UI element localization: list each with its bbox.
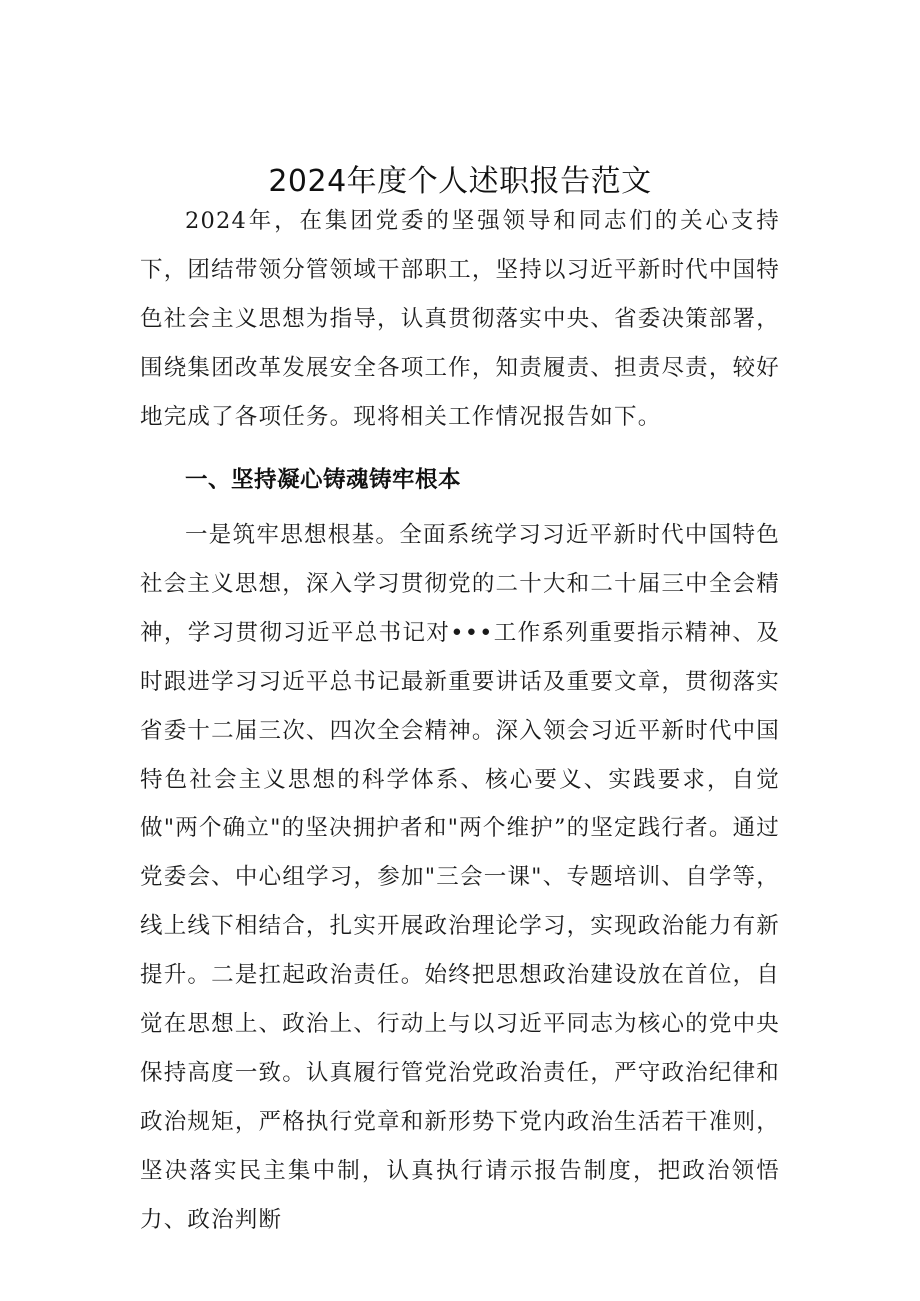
intro-paragraph: 2024年，在集团党委的坚强领导和同志们的关心支持下，团结带领分管领域干部职工，坚持以习近平新时代中国特色社会主义思想为指导，认真贯彻落实中央、省委决策部署，围绕集团改革发展安全各项工作，知责履责、担责尽责，较好地完成了各项任务。现将相关工作情况报告如下。	[140, 208, 780, 430]
section-body-paragraph: 一是筑牢思想根基。全面系统学习习近平新时代中国特色社会主义思想，深入学习贯彻党的二十大和二十届三中全会精神，学习贯彻习近平总书记对•••工作系列重要指示精神、及时跟进学习习近平总书记最新重要讲话及重要文章，贯彻落实省委十二届三次、四次全会精神。深入领会习近平新时代中国特色社会主义思想的科学体系、核心要义、实践要求，自觉做"两个确立"的坚决拥护者和"两个维护”的坚定践行者。通过党委会、中心组学习，参加"三会一课"、专题培训、自学等，线上线下相结合，扎实开展政治理论学习，实现政治能力有新提升。二是扛起政治责任。始终把思想政治建设放在首位，自觉在思想上、政治上、行动上与以习近平同志为核心的党中央保持高度一致。认真履行管党治党政治责任，严守政治纪律和政治规矩，严格执行党章和新形势下党内政治生活若干准则，坚决落实民主集中制，认真执行请示报告制度，把政治领悟力、政治判断	[140, 522, 780, 1233]
document-title: 2024年度个人述职报告范文	[268, 164, 652, 200]
section-heading: 一、坚持凝心铸魂铸牢根本	[185, 467, 462, 493]
